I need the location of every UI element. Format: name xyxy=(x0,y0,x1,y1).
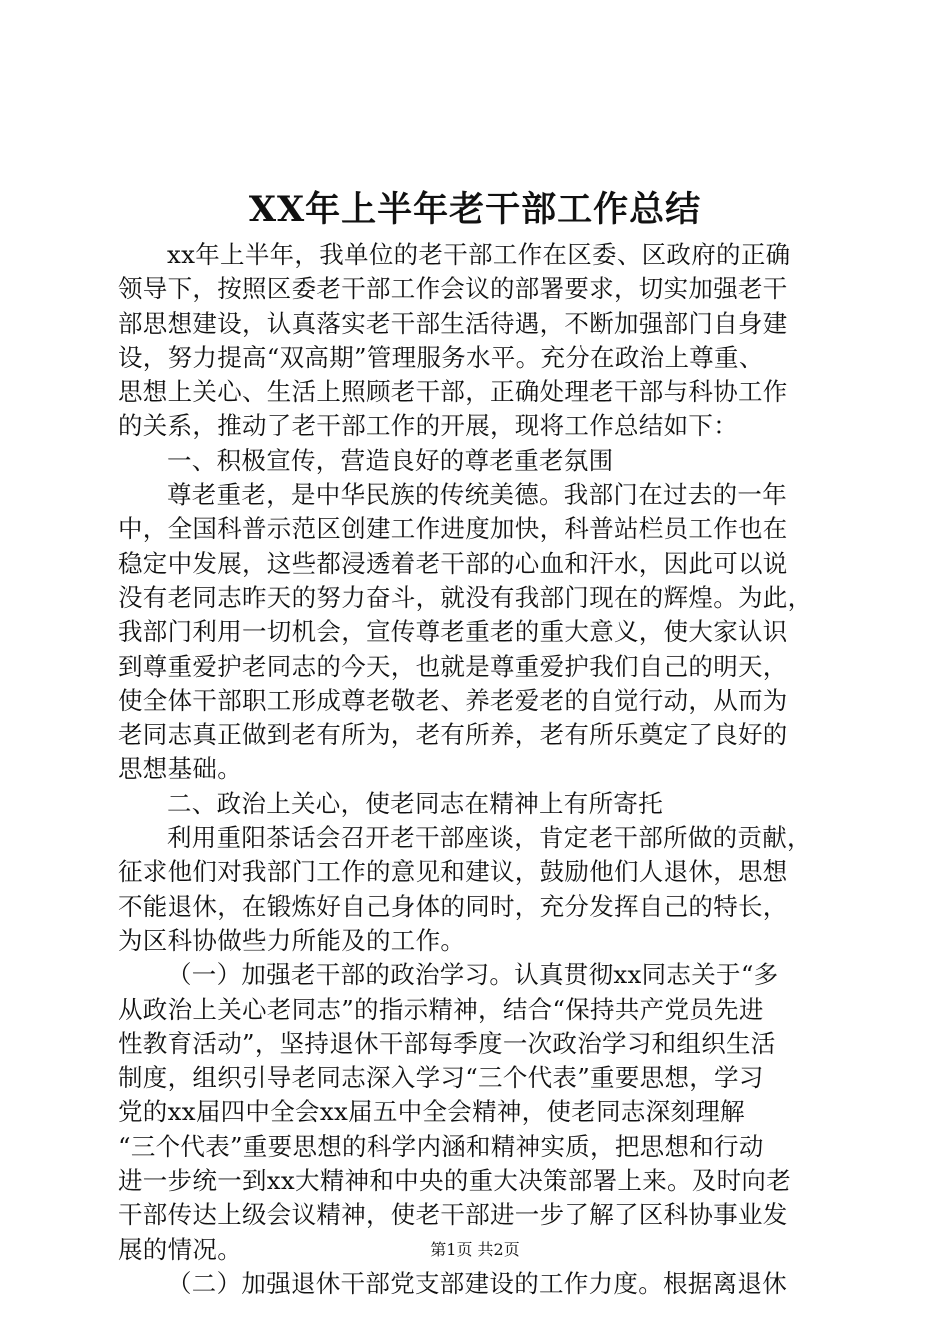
document-title: XX年上半年老干部工作总结 xyxy=(248,189,702,230)
text-line: 二、政治上关心，使老同志在精神上有所寄托 xyxy=(167,788,663,818)
text-line: 老同志真正做到老有所为，老有所养，老有所乐奠定了良好的 xyxy=(118,720,788,750)
text-line: 展的情况。 xyxy=(118,1234,242,1264)
text-line: 尊老重老，是中华民族的传统美德。我部门在过去的一年 xyxy=(167,480,787,510)
text-line: 一、积极宣传，营造良好的尊老重老氛围 xyxy=(167,445,614,475)
text-line: 从政治上关心老同志”的指示精神，结合“保持共产党员先进 xyxy=(118,994,764,1024)
text-line: 到尊重爱护老同志的今天，也就是尊重爱护我们自己的明天， xyxy=(118,651,788,681)
text-line: 中，全国科普示范区创建工作进度加快，科普站栏员工作也在 xyxy=(118,514,788,544)
text-line: 没有老同志昨天的努力奋斗，就没有我部门现在的辉煌。为此， xyxy=(118,582,813,612)
text-line: “三个代表”重要思想的科学内涵和精神实质，把思想和行动 xyxy=(118,1131,764,1161)
text-line: 为区科协做些力所能及的工作。 xyxy=(118,925,466,955)
page-number: 第1页 共2页 xyxy=(430,1240,520,1259)
text-line: 我部门利用一切机会，宣传尊老重老的重大意义，使大家认识 xyxy=(118,617,788,647)
text-line: 使全体干部职工形成尊老敬老、养老爱老的自觉行动，从而为 xyxy=(118,685,788,715)
text-line: 稳定中发展，这些都浸透着老干部的心血和汗水，因此可以说 xyxy=(118,548,788,578)
text-line: xx年上半年，我单位的老干部工作在区委、区政府的正确 xyxy=(167,240,791,269)
text-line: 设，努力提高“双高期”管理服务水平。充分在政治上尊重、 xyxy=(118,342,764,372)
text-line: 制度，组织引导老同志深入学习“三个代表”重要思想，学习 xyxy=(118,1063,764,1093)
text-line: 征求他们对我部门工作的意见和建议，鼓励他们人退休，思想 xyxy=(118,857,788,887)
document-body xyxy=(118,238,836,1301)
text-line: 思想上关心、生活上照顾老干部，正确处理老干部与科协工作 xyxy=(118,377,788,407)
text-line: （二）加强退休干部党支部建设的工作力度。根据离退休 xyxy=(167,1268,787,1298)
text-line: 干部传达上级会议精神，使老干部进一步了解了区科协事业发 xyxy=(118,1200,788,1230)
text-line: 利用重阳茶话会召开老干部座谈，肯定老干部所做的贡献， xyxy=(167,823,812,853)
text-line: 部思想建设，认真落实老干部生活待遇，不断加强部门自身建 xyxy=(118,308,788,338)
text-line: （一）加强老干部的政治学习。认真贯彻xx同志关于“多 xyxy=(167,960,779,990)
text-line: 领导下，按照区委老干部工作会议的部署要求，切实加强老干 xyxy=(118,274,788,304)
text-line: 性教育活动”，坚持退休干部每季度一次政治学习和组织生活 xyxy=(118,1028,776,1058)
text-line: 党的xx届四中全会xx届五中全会精神，使老同志深刻理解 xyxy=(118,1097,745,1127)
text-line: 思想基础。 xyxy=(118,754,242,784)
text-line: 的关系，推动了老干部工作的开展，现将工作总结如下： xyxy=(118,411,738,441)
text-line: 进一步统一到xx大精神和中央的重大决策部署上来。及时向老 xyxy=(118,1166,792,1196)
text-line: 不能退休，在锻炼好自己身体的同时，充分发挥自己的特长， xyxy=(118,891,788,921)
